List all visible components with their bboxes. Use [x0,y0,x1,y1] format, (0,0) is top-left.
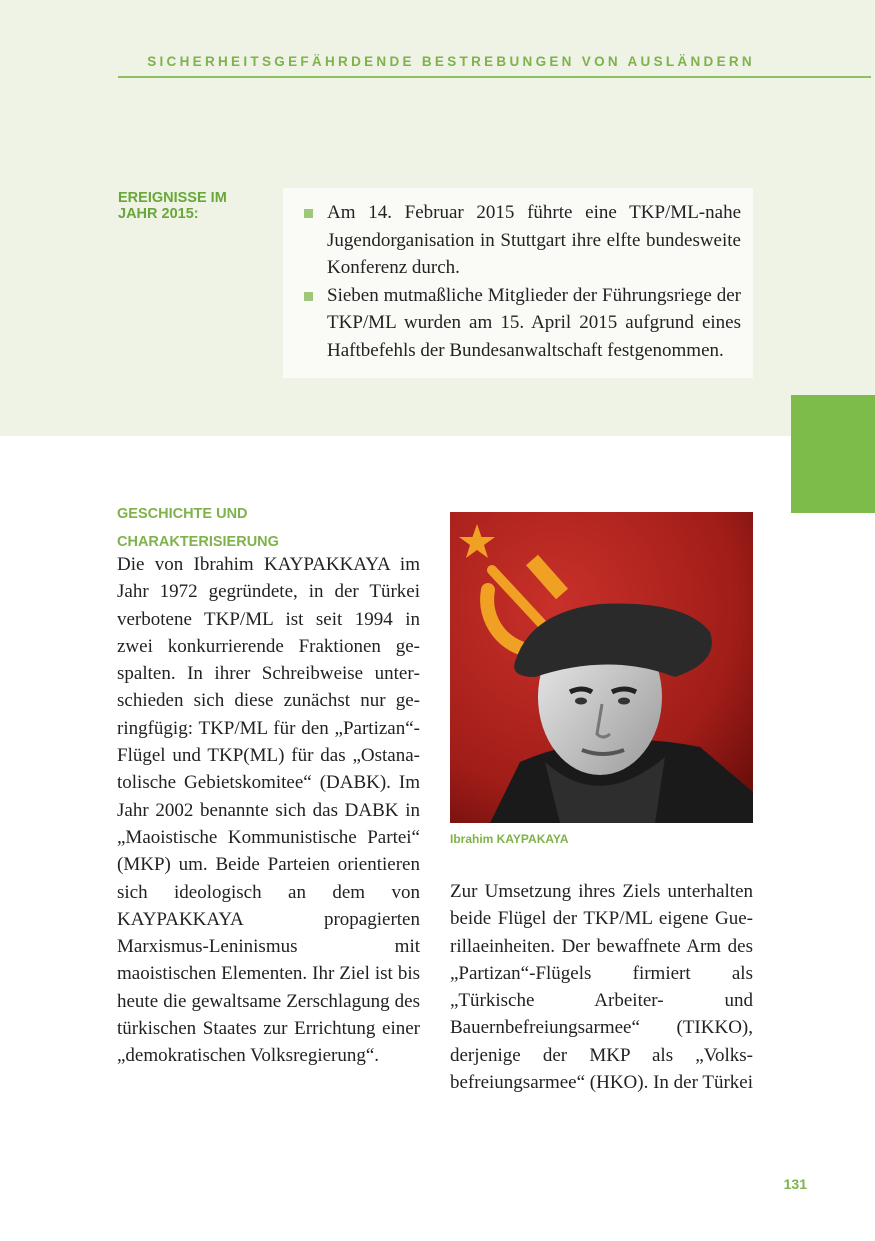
events-item-text: Am 14. Februar 2015 führte eine TKP/ML-nahe Jugendorganisation in Stuttgart ihre elfte bundesweite Konferenz durch. [327,202,741,278]
events-heading-line1: EREIGNISSE IM [118,190,227,206]
history-heading-line2: CHARAKTERISIERUNG [117,534,279,550]
header-rule [118,76,871,78]
running-header: SICHERHEITSGEFÄHRDENDE BESTREBUNGEN VON AUSLÄNDERN [147,54,755,69]
photo-caption: Ibrahim KAYPAKAYA [450,832,569,846]
history-heading-line1: GESCHICHTE UND [117,506,248,522]
portrait-photo [450,512,753,823]
square-bullet-icon [304,292,313,301]
page-number: 131 [783,1176,807,1192]
chapter-side-tab [791,395,875,513]
events-list-item [327,282,741,365]
history-body-left: Die von Ibrahim KAYPAKKAYA im Jahr 1972 gegründete, in der Türkei verbotene TKP/ML ist seit 1994 in zwei konkurrierende Fraktionen gespalten. In ihrer Schreibweise unterschieden sich diese zunächst nur geringfügig: TKP/ML für den „Partizan“-Flügel und TKP(ML) für das „Ostanatolische Gebietskomitee“ (DABK). Im Jahr 2002 benannte sich das DABK in „Maoistische Kommunistische Partei“ (MKP) um. Beide Parteien orientieren sich ideologisch an dem von KAYPAKKAYA propagierten Marxismus-Leninismus mit maoistischen Elementen. Ihr Ziel ist bis heute die gewaltsame Zerschlagung des türkischen Staates zur Errichtung einer „demokratischen Volksregierung“. [117,554,420,1067]
events-heading [118,190,268,222]
events-heading-line2: JAHR 2015: [118,206,199,222]
events-item-text: Sieben mutmaßliche Mitglieder der Führungsriege der TKP/ML wurden am 15. April 2015 aufgrund eines Haftbefehls der Bundesanwaltschaft festgenommen. [327,284,741,361]
square-bullet-icon [304,209,313,218]
events-box [283,188,753,378]
events-list-item [327,199,741,282]
portrait-illustration [450,512,753,823]
history-heading [117,500,427,556]
events-list [283,188,753,364]
history-body-right: Zur Umsetzung ihres Ziels unterhalten beide Flügel der TKP/ML eigene Guerillaeinheiten. Der bewaffnete Arm des „Partizan“-Flügels firmiert als „Türkische Arbeiter- und Bauernbefreiungsarmee“ (TIKKO), derjenige der MKP als „Volksbefreiungsarmee“ (HKO). In der Türkei [450,881,753,1094]
